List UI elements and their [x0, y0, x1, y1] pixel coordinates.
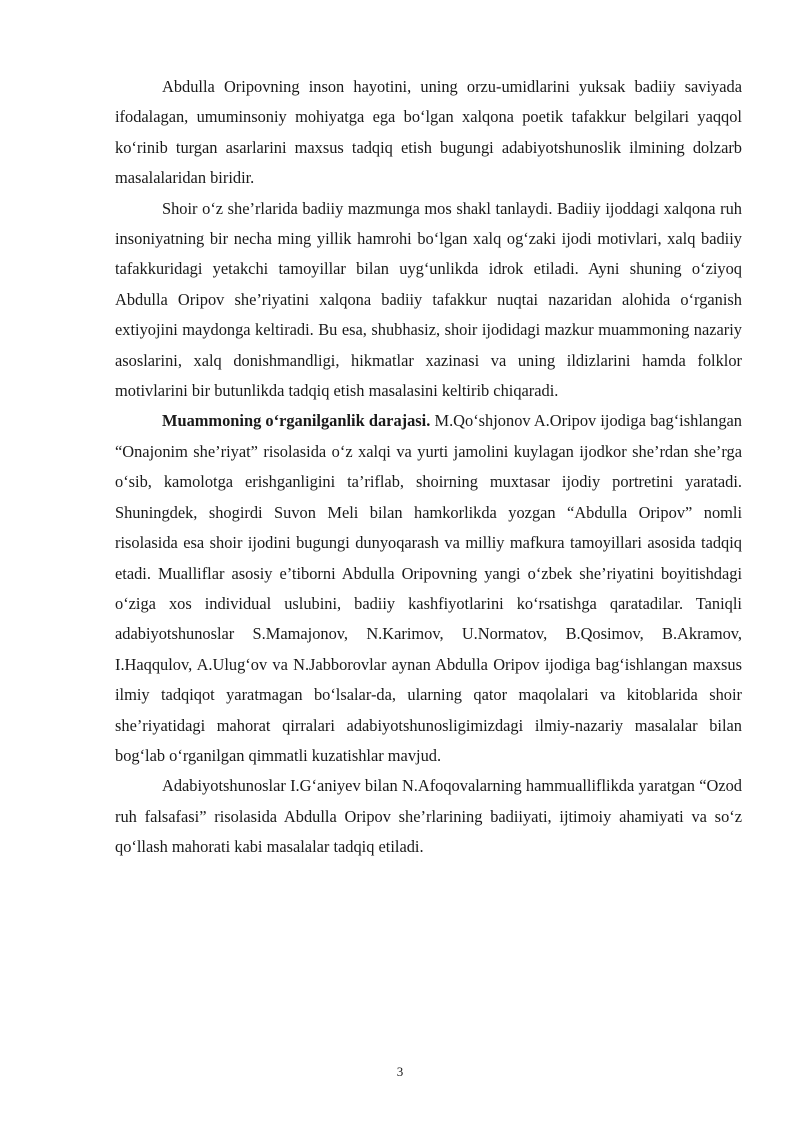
document-body	[115, 72, 742, 863]
section-heading-research-degree: Muammoning o‘rganilganlik darajasi.	[162, 411, 431, 431]
paragraph-research-degree-text: M.Qo‘shjonov A.Oripov ijodiga bag‘ishlangan “Onajonim she’riyat” risolasida o‘z xalqi va yurti jamolini kuylagan ijodkor she’rdan she’rga o‘sib, kamolotga erishganligini ta’riflab, shoirning muxtasar ijodiy portretini yaratadi. Shuningdek, shogirdi Suvon Meli bilan hamkorlikda yozgan “Abdulla Oripov” nomli risolasida esa shoir ijodini bugungi dunyoqarash va milliy mafkura tamoyillari asosida tadqiq etadi. Mualliflar asosiy e’tiborni Abdulla Oripovning yangi o‘zbek she’riyatini boyitishdagi o‘ziga xos individual uslubini, badiiy kashfiyotlarini ko‘rsatishga qaratadilar. Taniqli adabiyotshunoslar S.Mamajonov, N.Karimov, U.Normatov, B.Qosimov, B.Akramov, I.Haqqulov, A.Ulug‘ov va N.Jabborovlar aynan Abdulla Oripov ijodiga bag‘ishlangan maxsus ilmiy tadqiqot yaratmagan bo‘lsalar-da, ularning qator maqolalari va kitoblarida shoir she’riyatidagi mahorat qirralari adabiyotshunosligimizdagi ilmiy-nazariy masalalar bilan bog‘lab o‘rganilgan qimmatli kuzatishlar mavjud.	[115, 411, 743, 765]
paragraph-free-spirit: Adabiyotshunoslar I.G‘aniyev bilan N.Afoqovalarning hammualliflikda yaratgan “Ozod ruh falsafasi” risolasida Abdulla Oripov she’rlarining badiiyati, ijtimoiy ahamiyati va so‘z qo‘llash mahorati kabi masalalar tadqiq etiladi.	[115, 776, 742, 857]
paragraph-research-degree	[115, 406, 742, 771]
paragraph-intro: Abdulla Oripovning inson hayotini, uning orzu-umidlarini yuksak badiiy saviyada ifodalagan, umuminsoniy mohiyatga ega bo‘lgan xalqona poetik tafakkur belgilari yaqqol ko‘rinib turgan asarlarini maxsus tadqiq etish bugungi adabiyotshunoslik ilmining dolzarb masalalaridan biridir.	[115, 77, 742, 188]
page-number: 3	[396, 1064, 404, 1079]
paragraph-folk-spirit: Shoir o‘z she’rlarida badiiy mazmunga mos shakl tanlaydi. Badiiy ijoddagi xalqona ruh insoniyatning bir necha ming yillik hamrohi bo‘lgan xalq og‘zaki ijodi motivlari, xalq badiiy tafakkuridagi yetakchi tamoyillar bilan uyg‘unlikda idrok etiladi. Ayni shuning o‘ziyoq Abdulla Oripov she’riyatini xalqona badiiy tafakkur nuqtai nazaridan alohida o‘rganish extiyojini maydonga keltiradi. Bu esa, shubhasiz, shoir ijodidagi mazkur muammoning nazariy asoslarini, xalq donishmandligi, hikmatlar xazinasi va uning ildizlarini hamda folklor motivlarini bir butunlikda tadqiq etish masalasini keltirib chiqaradi.	[115, 198, 742, 401]
